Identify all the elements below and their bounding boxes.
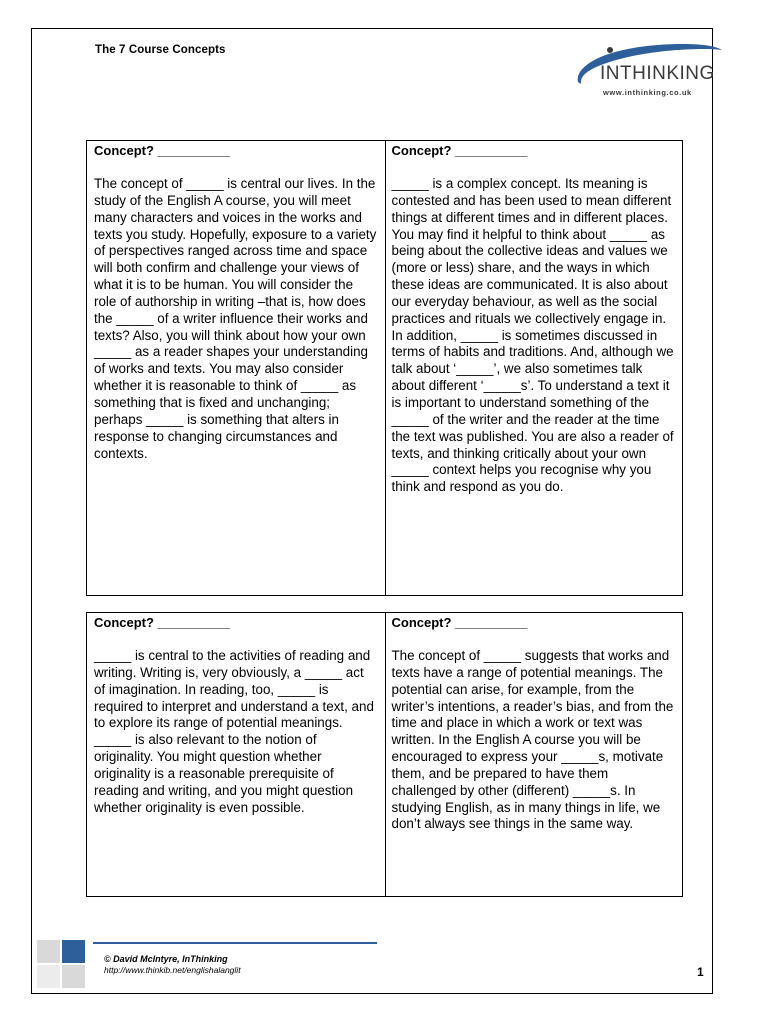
page-number: 1 — [697, 965, 704, 979]
concept-text: _____ is central to the activities of reading and writing. Writing is, very obviously, a _____ act of imagination. In reading, too, _____ is required to interpret and understand a text, and to explore its range of potential meanings. _____ is also relevant to the notion of originality. You might question whether originality is a reasonable prerequisite of reading and writing, and you might question whether originality is even possible. — [94, 648, 374, 815]
footer-divider — [93, 942, 377, 944]
concept-cell — [385, 141, 683, 595]
concept-heading: Concept? __________ — [94, 615, 230, 630]
concept-text: _____ is a complex concept. Its meaning is contested and has been used to mean different things at different times and in different places. You may find it helpful to think about _____ as being about the collective ideas and values we (more or less) share, and the ways in which these ideas are communicated. It is also about our everyday behaviour, as well as the social practices and rituals we collectively engage in. In addition, _____ is sometimes discussed in terms of habits and traditions. And, although we talk about ‘_____’, we also sometimes talk about different ‘_____s’. To understand a text it is important to understand something of the _____ of the writer and the reader at the time the text was published. You are also a reader of texts, and thinking critically about your own _____ context helps you recognise why you think and respond as you do. — [391, 176, 674, 495]
footer-url: http://www.thinkib.net/englishalanglit — [104, 965, 241, 975]
logo-url: www.inthinking.co.uk — [603, 88, 692, 97]
concept-text: The concept of _____ suggests that works and texts have a range of potential meanings. The potential can arise, for example, from the writer’s intentions, a reader’s bias, and from the time and place in which a work or text was written. In the English A course you will be encouraged to express your _____s, motivate them, and be prepared to have them challenged by other (different) _____s. In studying English, as in many things in life, we don’t always see things in the same way. — [391, 648, 674, 832]
concept-cell — [385, 613, 683, 896]
concept-table-bottom — [86, 612, 683, 897]
logo-text: INTHINKING — [600, 63, 715, 84]
concept-cell — [87, 141, 385, 595]
footer-squares-decoration — [37, 940, 87, 990]
concept-cell — [87, 613, 385, 896]
concept-heading: Concept? __________ — [391, 615, 528, 630]
concept-heading: Concept? __________ — [391, 143, 528, 158]
concept-table-top — [86, 140, 683, 596]
footer-credit: © David McIntyre, InThinking — [104, 954, 228, 964]
concept-text: The concept of _____ is central our lives. In the study of the English A course, you will meet many characters and voices in the works and texts you study. Hopefully, exposure to a variety of perspectives ranged across time and space will both confirm and challenge your views of what it is to be human. You will consider the role of authorship in writing –that is, how does the _____ of a writer influence their works and texts? Also, you will think about how your own _____ as a reader shapes your understanding of works and texts. You may also consider whether it is reasonable to think of _____ as something that is fixed and unchanging; perhaps _____ is something that alters in response to changing circumstances and contexts. — [94, 176, 377, 461]
concept-heading: Concept? __________ — [94, 143, 230, 158]
inthinking-logo — [572, 38, 722, 100]
document-title: The 7 Course Concepts — [95, 44, 226, 56]
